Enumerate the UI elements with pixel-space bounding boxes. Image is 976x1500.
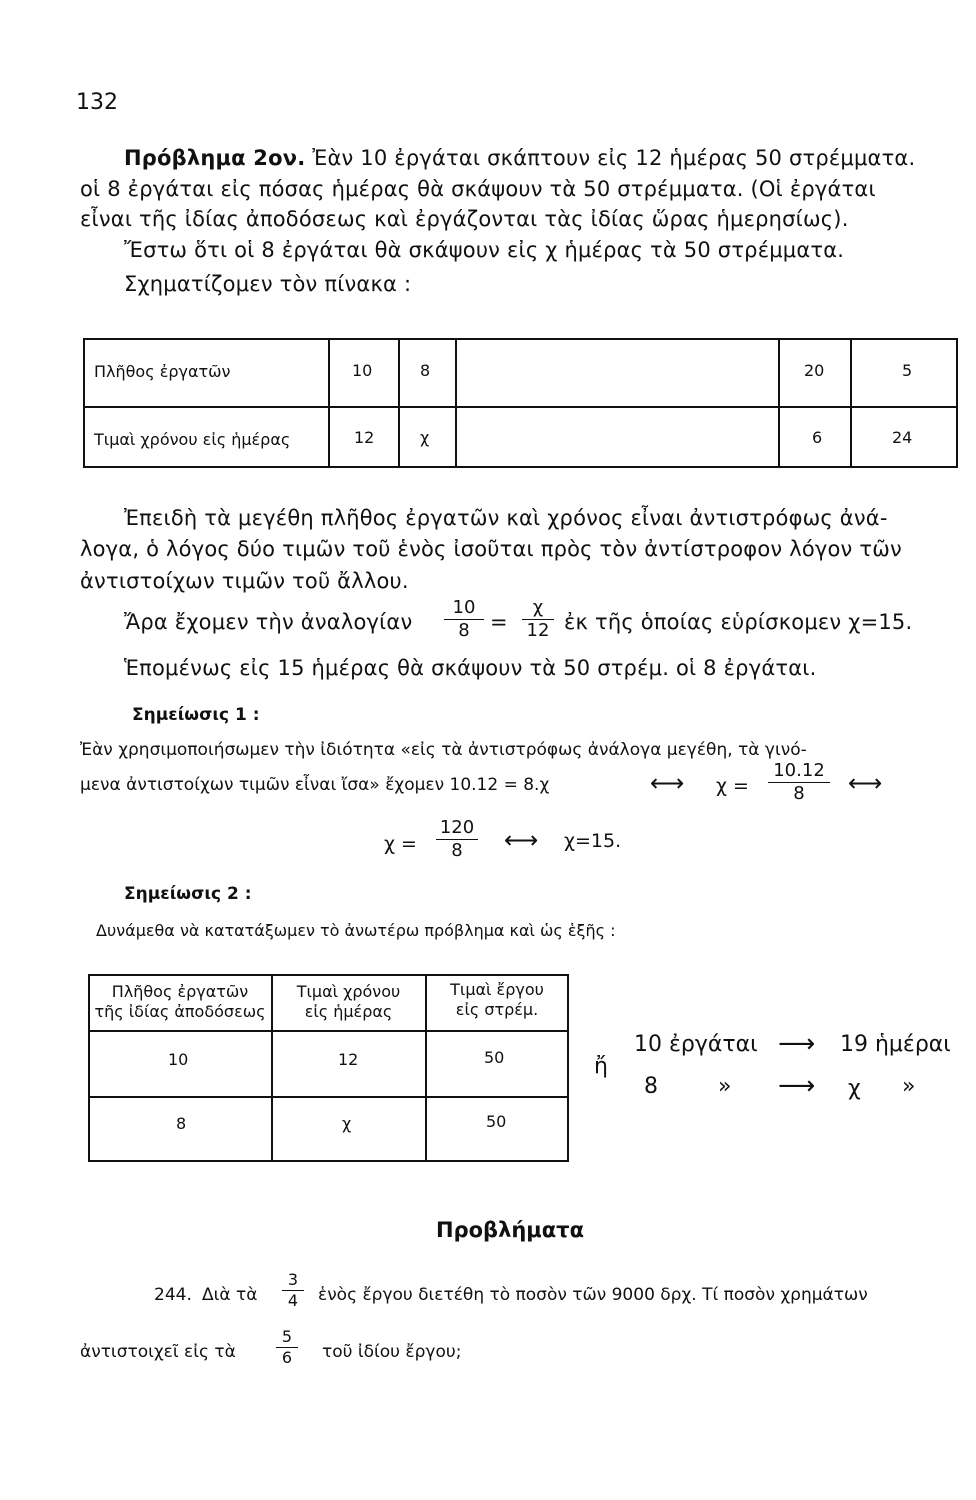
table1-row1-v2: 8 <box>420 361 431 380</box>
problem-244-text-c: ἀντιστοιχεῖ εἰς τὰ <box>80 1342 236 1362</box>
table1-row1-v3: 20 <box>804 361 825 380</box>
header-line: εἰς στρέμ. <box>455 1000 539 1019</box>
right-arrow-icon: ⟶ <box>778 1029 816 1059</box>
fraction-120-8 <box>436 818 478 861</box>
double-arrow-icon: ⟷ <box>848 769 883 797</box>
page-number: 132 <box>76 90 118 115</box>
alt-row1-right: 19 ἡμέραι <box>840 1032 951 1057</box>
problem2-title: Πρόβλημα 2ον. <box>124 146 306 170</box>
double-arrow-icon: ⟷ <box>504 826 539 854</box>
problem2-line4: Ἔστω ὅτι οἱ 8 ἐργάται θὰ σκάψουν εἰς χ ἡμέρας τὰ 50 στρέμματα. <box>124 238 845 262</box>
fraction-numerator: 10 <box>452 597 476 618</box>
header-line: τῆς ἰδίας ἀποδόσεως <box>94 1002 266 1021</box>
fraction-10-8 <box>444 598 484 641</box>
note2-title: Σημείωσις 2 : <box>124 884 252 904</box>
table1-row2-v1: 12 <box>354 428 375 447</box>
table1-row2-v2: χ <box>420 428 430 447</box>
problem2-line2: οἱ 8 ἐργάται εἰς πόσας ἡμέρας θὰ σκάψουν τὰ 50 στρέμματα. (Οἱ ἐργάται <box>80 177 876 201</box>
table1-row1-v1: 10 <box>352 361 373 380</box>
alt-row2-right: χ <box>848 1076 861 1101</box>
header-line: Τιμαὶ χρόνου <box>296 982 401 1001</box>
or-word: ἤ <box>594 1054 608 1079</box>
double-arrow-icon: ⟷ <box>650 769 685 797</box>
fraction-denominator: 6 <box>281 1347 293 1367</box>
fraction-numerator: 3 <box>287 1270 299 1289</box>
table2-r2-c3: 50 <box>486 1112 507 1131</box>
right-arrow-icon: ⟶ <box>778 1071 816 1101</box>
fraction-numerator: 10.12 <box>773 760 825 781</box>
fraction-denominator: 4 <box>287 1290 299 1310</box>
table1-row1-v4: 5 <box>902 361 913 380</box>
header-line: εἰς ἡμέρας <box>304 1002 393 1021</box>
alt-row1-left: 10 ἐργάται <box>634 1032 758 1057</box>
fraction-1012-8 <box>768 761 830 804</box>
explanation-line3: ἀντιστοίχων τιμῶν τοῦ ἄλλου. <box>80 569 409 593</box>
explanation-line1: Ἐπειδὴ τὰ μεγέθη πλῆθος ἐργατῶν καὶ χρόνος εἶναι ἀντιστρόφως ἀνά- <box>124 506 888 530</box>
note1-result: χ=15. <box>564 830 622 852</box>
problem-244-number: 244. <box>154 1285 192 1305</box>
table1-row2-label: Τιμαὶ χρόνου εἰς ἡμέρας <box>94 430 291 449</box>
problem2-line1 <box>124 146 915 170</box>
table1-row2-v3: 6 <box>812 428 823 447</box>
ditto-mark: » <box>902 1074 916 1099</box>
fraction-numerator: 120 <box>439 817 475 838</box>
problem2-line5: Σχηματίζομεν τὸν πίνακα : <box>124 272 412 296</box>
fraction-numerator: χ <box>532 597 544 618</box>
table2-r1-c1: 10 <box>168 1050 189 1069</box>
problem-244-text-a: Διὰ τὰ <box>202 1285 258 1305</box>
ara-suffix: ἐκ τῆς ὁποίας εὑρίσκομεν χ=15. <box>564 610 913 634</box>
fraction-numerator: 5 <box>281 1327 293 1346</box>
fraction-x-12 <box>522 598 554 641</box>
note2-line1: Δυνάμεθα νὰ κατατάξωμεν τὸ ἀνωτέρω πρόβλημα καὶ ὡς ἑξῆς : <box>96 921 616 940</box>
fraction-denominator: 12 <box>526 619 550 641</box>
fraction-5-6 <box>276 1328 298 1366</box>
table2-header-work <box>427 980 567 1020</box>
problem2-line3: εἶναι τῆς ἰδίας ἀποδόσεως καὶ ἐργάζονται τὰς ἰδίας ὥρας ἡμερησίως). <box>80 207 849 231</box>
table2-header-workers <box>90 982 270 1022</box>
fraction-3-4 <box>282 1271 304 1309</box>
equals-sign: = <box>490 610 508 634</box>
note1-line2: μενα ἀντιστοίχων τιμῶν εἶναι ἴσα» ἔχομεν 10.12 = 8.χ <box>80 775 550 795</box>
alt-row2-left: 8 <box>644 1074 658 1099</box>
problem-244-text-b: ἑνὸς ἔργου διετέθη τὸ ποσὸν τῶν 9000 δρχ. Τί ποσὸν χρημάτων <box>318 1285 868 1305</box>
note1-title: Σημείωσις 1 : <box>132 705 260 725</box>
fraction-denominator: 8 <box>458 619 470 641</box>
explanation-line2: λογα, ὁ λόγος δύο τιμῶν τοῦ ἑνὸς ἰσοῦται πρὸς τὸν ἀντίστροφον λόγον τῶν <box>80 537 902 561</box>
table1-row1-label: Πλῆθος ἐργατῶν <box>94 362 231 381</box>
note1-line1: Ἐὰν χρησιμοποιήσωμεν τὴν ἰδιότητα «εἰς τὰ ἀντιστρόφως ἀνάλογα μεγέθη, τὰ γινό- <box>80 740 807 760</box>
table2-r1-c2: 12 <box>338 1050 359 1069</box>
ara-prefix: Ἄρα ἔχομεν τὴν ἀναλογίαν <box>124 610 413 634</box>
table2-r2-c2: χ <box>342 1114 352 1133</box>
header-line: Τιμαὶ ἔργου <box>450 980 544 999</box>
problem2-line1-text: Ἐὰν 10 ἐργάται σκάπτουν εἰς 12 ἡμέρας 50 στρέμματα. <box>312 146 916 170</box>
table2-r2-c1: 8 <box>176 1114 187 1133</box>
problems-heading: Προβλήματα <box>436 1218 585 1242</box>
header-line: Πλῆθος ἐργατῶν <box>111 982 249 1001</box>
conclusion: Ἑπομένως εἰς 15 ἡμέρας θὰ σκάψουν τὰ 50 στρέμ. οἱ 8 ἐργάται. <box>124 656 817 680</box>
x-equals-2: χ = <box>384 833 417 855</box>
x-equals: χ = <box>716 775 749 797</box>
table1-row2-v4: 24 <box>892 428 913 447</box>
table2-header-time <box>273 982 424 1022</box>
problem-244-text-d: τοῦ ἰδίου ἔργου; <box>322 1342 462 1362</box>
fraction-denominator: 8 <box>451 839 463 861</box>
fraction-denominator: 8 <box>793 782 805 804</box>
table2-r1-c3: 50 <box>484 1048 505 1067</box>
ditto-mark: » <box>718 1074 732 1099</box>
